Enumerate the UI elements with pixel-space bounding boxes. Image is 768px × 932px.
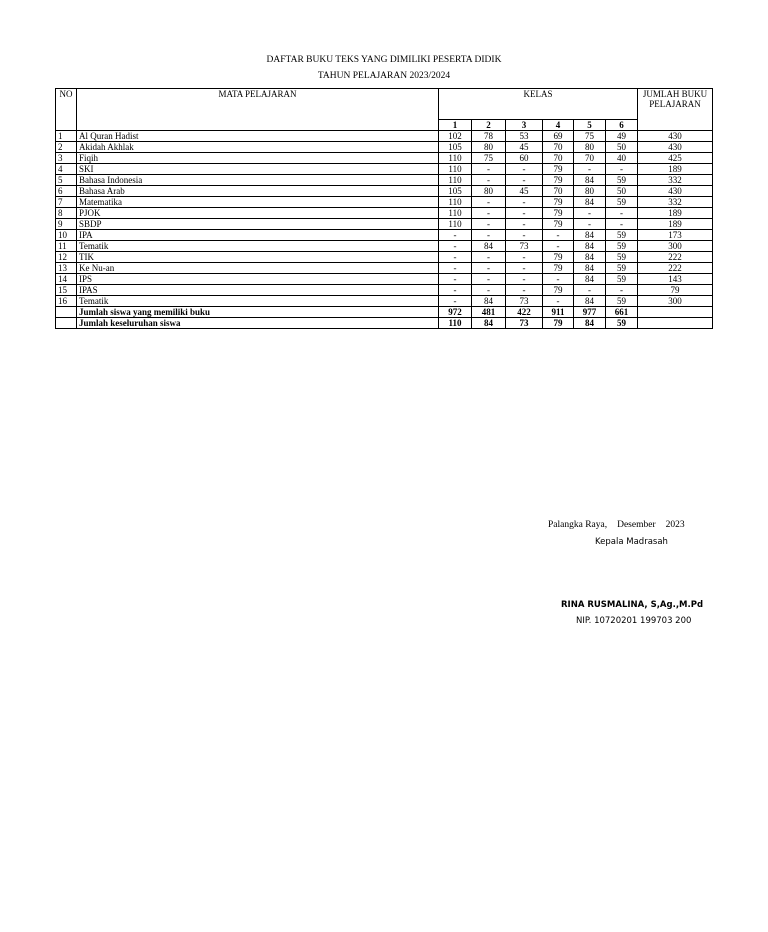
row-kelas-1: - — [439, 296, 472, 307]
header-kelas-5: 5 — [574, 120, 606, 131]
row-kelas-1: - — [439, 241, 472, 252]
row-kelas-1: - — [439, 263, 472, 274]
row-subject: Ke Nu-an — [77, 263, 439, 274]
row-kelas-6: 50 — [606, 142, 638, 153]
total-kelas-3: 422 — [506, 307, 543, 318]
signature-name: RINA RUSMALINA, S,Ag.,M.Pd — [561, 600, 704, 610]
row-kelas-5: 75 — [574, 131, 606, 142]
row-kelas-6: - — [606, 208, 638, 219]
row-kelas-4: 70 — [543, 153, 574, 164]
row-jumlah: 332 — [638, 197, 713, 208]
row-kelas-5: 80 — [574, 186, 606, 197]
row-kelas-3: - — [506, 175, 543, 186]
total-kelas-6: 661 — [606, 307, 638, 318]
header-kelas-4: 4 — [543, 120, 574, 131]
row-no: 11 — [56, 241, 77, 252]
row-kelas-1: 102 — [439, 131, 472, 142]
row-no: 15 — [56, 285, 77, 296]
table-row — [56, 252, 713, 263]
row-kelas-2: 78 — [472, 131, 506, 142]
row-kelas-3: - — [506, 164, 543, 175]
total-label: Jumlah siswa yang memiliki buku — [77, 307, 439, 318]
table-row — [56, 164, 713, 175]
table-body — [56, 131, 713, 329]
row-kelas-2: 84 — [472, 296, 506, 307]
header-jumlah-buku: JUMLAH BUKU PELAJARAN — [638, 89, 713, 131]
table-row — [56, 153, 713, 164]
row-kelas-4: 79 — [543, 208, 574, 219]
row-kelas-4: - — [543, 230, 574, 241]
row-kelas-1: 105 — [439, 186, 472, 197]
total-kelas-4: 79 — [543, 318, 574, 329]
table-row — [56, 208, 713, 219]
row-kelas-2: - — [472, 219, 506, 230]
row-kelas-5: - — [574, 285, 606, 296]
row-no: 16 — [56, 296, 77, 307]
header-kelas-3: 3 — [506, 120, 543, 131]
row-kelas-5: 84 — [574, 274, 606, 285]
row-subject: Bahasa Arab — [77, 186, 439, 197]
row-kelas-3: - — [506, 263, 543, 274]
header-mata-pelajaran: MATA PELAJARAN — [77, 89, 439, 131]
row-subject: Al Quran Hadist — [77, 131, 439, 142]
row-kelas-4: 69 — [543, 131, 574, 142]
header-no: NO — [56, 89, 77, 131]
textbook-table — [55, 88, 713, 329]
row-subject: Tematik — [77, 296, 439, 307]
row-jumlah: 430 — [638, 131, 713, 142]
total-kelas-2: 481 — [472, 307, 506, 318]
row-no: 2 — [56, 142, 77, 153]
row-kelas-1: 110 — [439, 219, 472, 230]
row-kelas-5: 84 — [574, 230, 606, 241]
row-jumlah: 430 — [638, 142, 713, 153]
row-no: 8 — [56, 208, 77, 219]
row-kelas-6: - — [606, 285, 638, 296]
row-no: 3 — [56, 153, 77, 164]
row-kelas-4: 79 — [543, 219, 574, 230]
row-kelas-2: - — [472, 197, 506, 208]
table-row — [56, 219, 713, 230]
row-kelas-1: - — [439, 274, 472, 285]
row-kelas-5: - — [574, 164, 606, 175]
row-no: 13 — [56, 263, 77, 274]
row-kelas-5: 80 — [574, 142, 606, 153]
row-kelas-3: 60 — [506, 153, 543, 164]
table-row — [56, 230, 713, 241]
row-jumlah: 222 — [638, 263, 713, 274]
row-jumlah: 425 — [638, 153, 713, 164]
row-kelas-4: 70 — [543, 186, 574, 197]
row-kelas-4: - — [543, 296, 574, 307]
table-row — [56, 197, 713, 208]
row-kelas-2: 80 — [472, 142, 506, 153]
row-kelas-3: - — [506, 208, 543, 219]
row-no: 1 — [56, 131, 77, 142]
row-jumlah: 222 — [638, 252, 713, 263]
row-kelas-5: - — [574, 208, 606, 219]
header-kelas-1: 1 — [439, 120, 472, 131]
row-kelas-6: 59 — [606, 197, 638, 208]
row-kelas-6: 59 — [606, 263, 638, 274]
row-kelas-3: - — [506, 252, 543, 263]
table-row — [56, 285, 713, 296]
row-kelas-1: - — [439, 285, 472, 296]
signature-nip: NIP. 10720201 199703 200 — [576, 616, 692, 626]
header-kelas: KELAS — [439, 89, 638, 120]
row-kelas-4: 79 — [543, 197, 574, 208]
row-kelas-1: 110 — [439, 164, 472, 175]
row-kelas-3: - — [506, 285, 543, 296]
total-row — [56, 307, 713, 318]
row-no: 5 — [56, 175, 77, 186]
row-jumlah: 189 — [638, 219, 713, 230]
header-kelas-2: 2 — [472, 120, 506, 131]
row-kelas-6: 59 — [606, 175, 638, 186]
table-row — [56, 296, 713, 307]
total-kelas-5: 977 — [574, 307, 606, 318]
row-kelas-6: 59 — [606, 274, 638, 285]
row-kelas-6: 40 — [606, 153, 638, 164]
row-kelas-2: - — [472, 208, 506, 219]
row-no: 6 — [56, 186, 77, 197]
row-kelas-1: 110 — [439, 208, 472, 219]
row-kelas-3: - — [506, 274, 543, 285]
total-label: Jumlah keseluruhan siswa — [77, 318, 439, 329]
total-kelas-4: 911 — [543, 307, 574, 318]
total-row — [56, 318, 713, 329]
row-kelas-5: 84 — [574, 263, 606, 274]
row-kelas-1: 105 — [439, 142, 472, 153]
signature-year: 2023 — [665, 520, 685, 530]
row-no: 7 — [56, 197, 77, 208]
row-kelas-6: - — [606, 219, 638, 230]
row-jumlah: 300 — [638, 296, 713, 307]
row-jumlah: 430 — [638, 186, 713, 197]
row-kelas-1: 110 — [439, 197, 472, 208]
row-kelas-5: - — [574, 219, 606, 230]
row-kelas-3: - — [506, 197, 543, 208]
row-kelas-5: 84 — [574, 175, 606, 186]
total-kelas-2: 84 — [472, 318, 506, 329]
row-kelas-3: 73 — [506, 296, 543, 307]
row-kelas-3: 73 — [506, 241, 543, 252]
signature-place-date — [548, 520, 695, 530]
signature-place: Palangka Raya, — [548, 520, 608, 530]
row-subject: IPA — [77, 230, 439, 241]
row-subject: SKI — [77, 164, 439, 175]
row-kelas-2: 75 — [472, 153, 506, 164]
row-kelas-6: - — [606, 164, 638, 175]
row-subject: PJOK — [77, 208, 439, 219]
row-kelas-4: - — [543, 241, 574, 252]
row-kelas-3: - — [506, 219, 543, 230]
row-kelas-2: - — [472, 274, 506, 285]
row-jumlah: 143 — [638, 274, 713, 285]
row-kelas-5: 84 — [574, 252, 606, 263]
total-no — [56, 307, 77, 318]
table-row — [56, 274, 713, 285]
row-kelas-2: 84 — [472, 241, 506, 252]
table-row — [56, 241, 713, 252]
row-kelas-5: 84 — [574, 241, 606, 252]
row-no: 9 — [56, 219, 77, 230]
row-kelas-2: - — [472, 263, 506, 274]
row-subject: Fiqih — [77, 153, 439, 164]
row-no: 4 — [56, 164, 77, 175]
row-kelas-6: 59 — [606, 241, 638, 252]
row-kelas-2: - — [472, 175, 506, 186]
row-kelas-2: - — [472, 230, 506, 241]
row-subject: Tematik — [77, 241, 439, 252]
row-kelas-3: 53 — [506, 131, 543, 142]
row-kelas-4: - — [543, 274, 574, 285]
row-kelas-1: 110 — [439, 175, 472, 186]
signature-month: Desember — [617, 520, 656, 530]
row-kelas-4: 70 — [543, 142, 574, 153]
row-kelas-3: 45 — [506, 186, 543, 197]
document-title: DAFTAR BUKU TEKS YANG DIMILIKI PESERTA DIDIK — [266, 55, 502, 65]
total-no — [56, 318, 77, 329]
row-kelas-6: 49 — [606, 131, 638, 142]
table-row — [56, 175, 713, 186]
row-no: 12 — [56, 252, 77, 263]
row-subject: IPAS — [77, 285, 439, 296]
row-kelas-4: 79 — [543, 263, 574, 274]
row-kelas-2: - — [472, 252, 506, 263]
row-kelas-3: 45 — [506, 142, 543, 153]
row-subject: Matematika — [77, 197, 439, 208]
total-jumlah — [638, 318, 713, 329]
row-kelas-5: 84 — [574, 197, 606, 208]
row-subject: Bahasa Indonesia — [77, 175, 439, 186]
row-kelas-1: 110 — [439, 153, 472, 164]
row-kelas-3: - — [506, 230, 543, 241]
total-kelas-1: 972 — [439, 307, 472, 318]
row-kelas-5: 70 — [574, 153, 606, 164]
signature-position: Kepala Madrasah — [595, 537, 668, 547]
table-row — [56, 131, 713, 142]
row-kelas-2: - — [472, 285, 506, 296]
total-kelas-1: 110 — [439, 318, 472, 329]
table-row — [56, 263, 713, 274]
row-subject: Akidah Akhlak — [77, 142, 439, 153]
row-kelas-6: 50 — [606, 186, 638, 197]
row-kelas-2: - — [472, 164, 506, 175]
table-row — [56, 186, 713, 197]
total-kelas-6: 59 — [606, 318, 638, 329]
row-no: 10 — [56, 230, 77, 241]
row-kelas-4: 79 — [543, 175, 574, 186]
document-subtitle: TAHUN PELAJARAN 2023/2024 — [317, 71, 451, 81]
row-subject: SBDP — [77, 219, 439, 230]
row-kelas-1: - — [439, 230, 472, 241]
row-kelas-1: - — [439, 252, 472, 263]
total-jumlah — [638, 307, 713, 318]
row-subject: IPS — [77, 274, 439, 285]
total-kelas-5: 84 — [574, 318, 606, 329]
row-jumlah: 332 — [638, 175, 713, 186]
row-jumlah: 300 — [638, 241, 713, 252]
row-kelas-4: 79 — [543, 164, 574, 175]
row-kelas-4: 79 — [543, 285, 574, 296]
row-kelas-5: 84 — [574, 296, 606, 307]
total-kelas-3: 73 — [506, 318, 543, 329]
row-kelas-6: 59 — [606, 230, 638, 241]
row-kelas-4: 79 — [543, 252, 574, 263]
row-kelas-6: 59 — [606, 296, 638, 307]
row-jumlah: 189 — [638, 208, 713, 219]
row-no: 14 — [56, 274, 77, 285]
row-jumlah: 189 — [638, 164, 713, 175]
table-row — [56, 142, 713, 153]
row-jumlah: 173 — [638, 230, 713, 241]
row-kelas-6: 59 — [606, 252, 638, 263]
row-kelas-2: 80 — [472, 186, 506, 197]
header-kelas-6: 6 — [606, 120, 638, 131]
row-subject: TIK — [77, 252, 439, 263]
row-jumlah: 79 — [638, 285, 713, 296]
